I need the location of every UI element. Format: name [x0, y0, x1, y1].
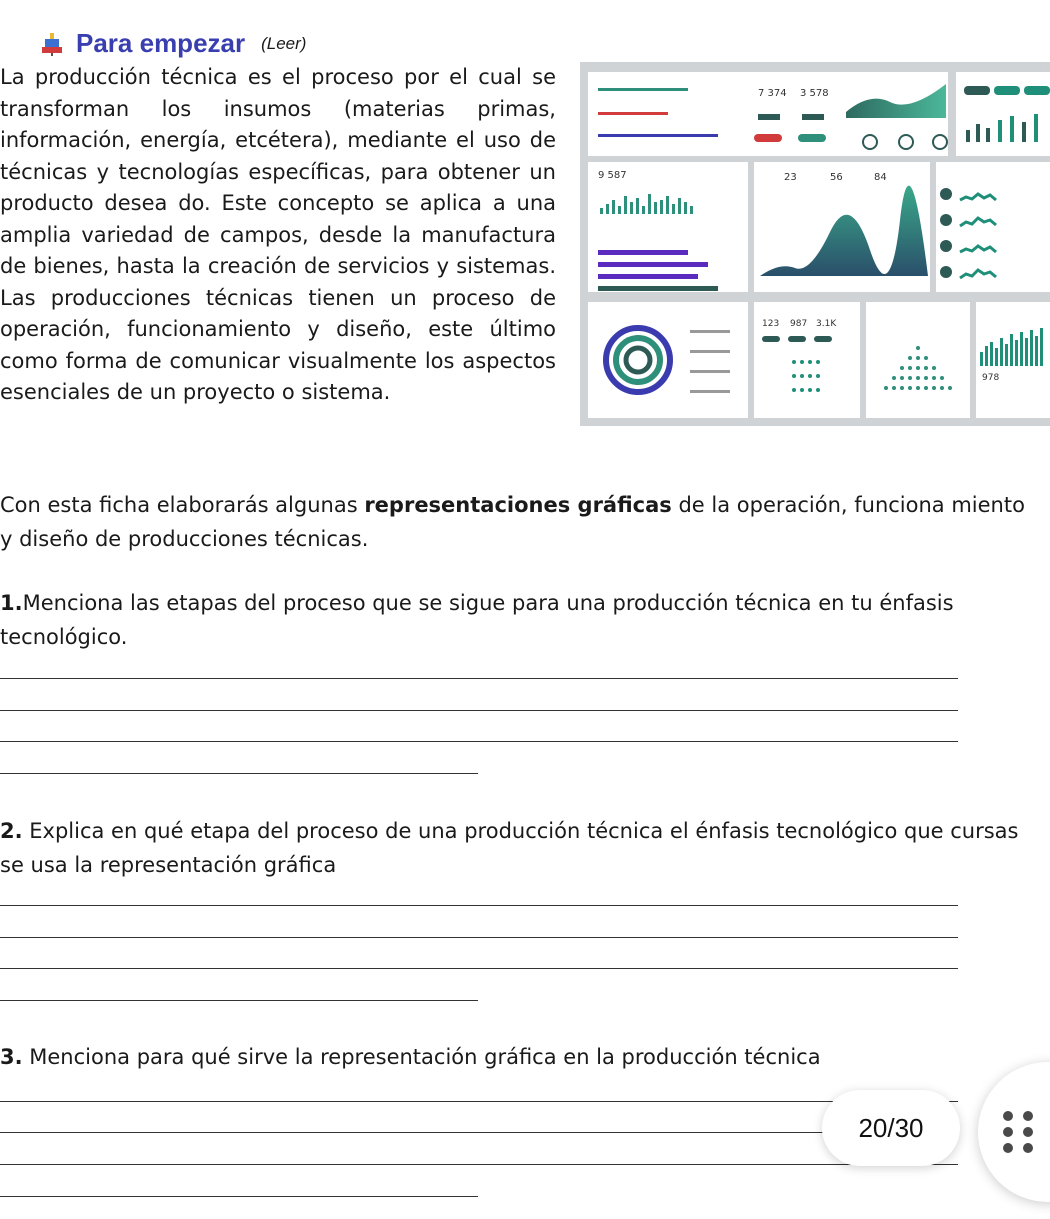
title-text: Para empezar — [76, 28, 246, 58]
stat-d: 23 — [784, 172, 797, 183]
intro-text: La producción técnica es el proceso por el cual se transforman los insumos (materias primas, información, energía, etcétera), mediante el uso de técnicas y tecnologías específicas, para obtener un producto desea do. Este concepto se aplica a una amplia variedad de campos, desde la manufactura de bienes, hasta la creación de servicios y sistemas. Las producciones técnicas tienen un proceso de operación, funcionamiento y diseño, este último como forma de comunicar visualmente los aspectos esenciales de un proyecto o sistema. — [0, 65, 556, 404]
answer-line[interactable] — [0, 968, 958, 969]
stat-j: 978 — [982, 373, 1000, 383]
stat-i: 3.1K — [816, 319, 837, 329]
answer-line[interactable] — [0, 1196, 478, 1197]
answer-line[interactable] — [0, 710, 958, 711]
stat-g: 123 — [762, 319, 780, 329]
panel-bottom-center — [866, 302, 970, 418]
panel-top-right — [956, 72, 1050, 156]
question-3: 3. Menciona para qué sirve la representación gráfica en la producción técnica — [0, 1045, 821, 1069]
section-intro: Con esta ficha elaborarás algunas representaciones gráficas de la operación, funciona miento y diseño de producciones técnicas. — [0, 493, 1025, 551]
answer-line[interactable] — [0, 1132, 958, 1133]
panel-middle-right — [936, 162, 1050, 292]
panel-bottom-right — [976, 302, 1050, 418]
question-1: 1.Menciona las etapas del proceso que se sigue para una producción técnica en tu énfasis tecnológico. — [0, 591, 954, 649]
answer-line[interactable] — [0, 905, 958, 906]
stat-h: 987 — [790, 319, 808, 329]
dots-grid-icon — [1000, 1108, 1040, 1156]
stat-a: 7 374 — [758, 88, 787, 99]
stat-f: 84 — [874, 172, 887, 183]
panel-top-middle — [842, 72, 948, 156]
page-title — [40, 28, 306, 59]
answer-line[interactable] — [0, 1164, 958, 1165]
panel-bottom-left — [588, 302, 748, 418]
answer-line[interactable] — [0, 741, 958, 742]
section-intro-bold: representaciones gráficas — [364, 493, 672, 517]
answer-line[interactable] — [0, 773, 478, 774]
panel-top-left — [588, 72, 878, 156]
page-counter-label: 20/30 — [858, 1112, 924, 1143]
dashboard-illustration — [580, 62, 1050, 426]
stat-e: 56 — [830, 172, 843, 183]
title-subtitle: (Leer) — [261, 33, 307, 53]
pushpin-icon — [40, 32, 64, 56]
question-2: 2. Explica en qué etapa del proceso de una producción técnica el énfasis tecnológico que cursas se usa la representación gráfica — [0, 819, 1019, 877]
panel-middle-left — [588, 162, 748, 292]
menu-button[interactable] — [978, 1062, 1050, 1202]
panel-middle-center — [754, 162, 930, 292]
stat-b: 3 578 — [800, 88, 829, 99]
panel-bottom-middle — [754, 302, 860, 418]
stat-c: 9 587 — [598, 170, 627, 181]
answer-line[interactable] — [0, 678, 958, 679]
answer-line[interactable] — [0, 1000, 478, 1001]
page-counter[interactable] — [822, 1090, 960, 1166]
answer-line[interactable] — [0, 1101, 958, 1102]
answer-line[interactable] — [0, 937, 958, 938]
intro-paragraph — [0, 62, 556, 409]
